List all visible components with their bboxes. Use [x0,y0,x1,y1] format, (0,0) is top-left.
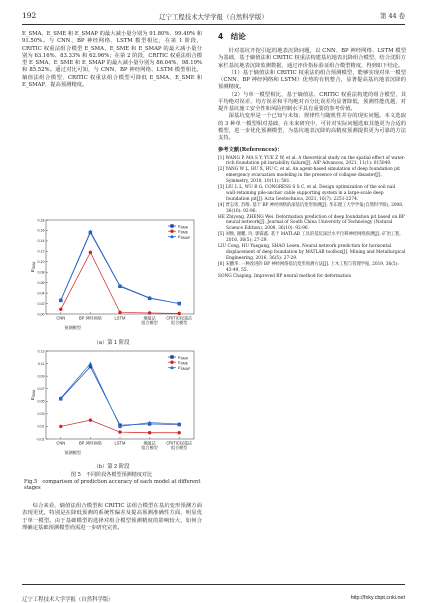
series-line [61,231,179,303]
data-point [170,230,173,233]
y-tick-label: 0.14 [37,239,45,244]
y-tick-label: 0.18 [37,218,45,223]
data-point [89,418,92,421]
footer-rule [22,584,405,585]
chart-stage-2 [20,347,203,462]
y-tick-label: 0.11 [37,361,45,366]
data-point [59,425,62,428]
y-tick-label: 0.12 [37,249,45,254]
data-point [170,361,173,364]
plot-frame [46,220,194,314]
y-tick-label: 0.03 [37,412,45,417]
data-point [118,311,121,314]
x-tick-label: CNN [56,315,66,321]
legend-label: $E_{SME}$ [178,228,189,235]
x-tick-label: 组合模型 [141,320,158,326]
data-point [170,355,173,358]
figure-5b [20,347,203,470]
x-tick-label: 熵值法 [143,315,156,321]
y-tick-label: 0.13 [37,349,45,354]
body-paragraph: （2）与单一模型相比，基于熵值法、CRITIC 权重法构建的组合模型，其平均绝对误差、均方误差和平均绝对百分比误差均显著降低，预测性能优越，对提升基坑施工安全性和风险控制水平具有重要的参考价值。 [218,91,406,112]
x-tick-label: 熵值法 [143,440,156,446]
legend-label: $E_{SMA}$ [178,354,189,361]
y-tick-label: 0.09 [37,374,45,379]
left-column-top [22,31,202,89]
x-tick-label: CNN [56,440,66,446]
left-column-bottom [22,503,202,532]
body-paragraph: （1）基于熵值法和 CRITIC 权重法的组合预测模型，能够实现对单一模型（CNN、BP 神经网络和 LSTM）优势的有机整合，显著提高基坑地表沉降的预测精度。 [218,69,406,91]
x-tick-label: 组合模型 [171,320,188,326]
footer-journal: 辽宁工程技术大学学报（自然科学版） [22,597,114,603]
section-title: 4 结论 [218,32,246,41]
references-title: 参考文献(References)： [218,147,283,154]
x-tick-label: BP 神经网络 [78,315,102,321]
subcaption-b: （b）第 2 阶段 [93,464,130,470]
caption-en: Fig.5 comparison of prediction accuracy of each model at different stages [24,478,201,492]
x-tick-label: 组合模型 [141,445,158,451]
subcaption-a: （a）第 1 阶段 [93,340,130,346]
x-tick-label: LSTM [114,315,126,321]
y-tick-label: 0.07 [37,387,45,392]
data-point [89,362,93,366]
series-line [61,364,179,427]
caption-zh: 图 5 不同阶段各模型预测精度对比 [70,472,153,478]
y-tick-label: -0.01 [36,437,45,442]
reference-item: [2] YANG W L, HU X, HU C, et al. An agent-based simulation of deep foundation pit emergency evacuation modeling in the presence of collapse disaster[J]. Symmetry, 2018, 10(11): 581. [218,167,400,185]
x-tick-label: CRITIC权重法 [166,315,193,321]
y-tick-label: 0.01 [37,424,45,429]
y-tick-label: 0.00 [37,312,45,317]
y-tick-label: 0.05 [37,399,45,404]
legend-label: $E_{SME}$ [178,359,189,366]
chart-stage-1 [20,216,203,338]
x-tick-label: 组合模型 [171,445,188,451]
data-point [148,311,151,314]
right-column [218,28,406,280]
reference-item: [1] WANG P, MA S Y, YUE Z W, et al. A theoretical study on the spatial effect of water-rich foundation pit instability failure[J]. AIP Advances, 2021, 11(1): 015049. [218,155,406,167]
x-tick-label: CRITIC权重法 [166,440,193,446]
figure-5a [20,216,203,346]
reference-item: [4] 贾志勇, 苏维. 基于 BP 神经网络的深基坑变形预测[J]. 华东理工大学学报(自然科学版), 2008, 36(10): 92-96. [218,202,404,214]
legend-label: $E_{SMA}$ [178,223,189,230]
reference-list [218,156,406,280]
y-tick-label: 0.06 [37,280,45,285]
data-point [178,312,181,315]
reference-item: HE Zhiyong, ZHENG Wei. Deformation prediction of deep foundation pit based on BP neural network[J]. Journal of South China University of Technology (Natural Science Edition), 2008, 36(10): 92-96. [218,214,405,232]
body-paragraph: 深基坑变形是一个已知与未知、规律性与随机性并存的现实问题。本文选取的 3 种单一模型相对基础，在未来研究中，可针对实际问题选取其他更为合适的模型，进一步优化预测模型，为基坑地表沉降的高精度预测提供更为可靠的方法支持。 [218,113,406,141]
y-tick-label: 0.08 [37,270,45,275]
page-number: 192 [22,11,37,20]
series-line [61,252,179,313]
data-point [59,308,62,311]
reference-item: SONG Chaping. Improved BP neural method for deformation [218,273,352,279]
data-point [170,224,173,227]
series-line [61,233,179,304]
legend-label: $E_{SMAP}$ [178,233,191,240]
figure-caption [20,472,203,492]
data-point [118,430,121,433]
x-tick-label: LSTM [114,440,126,446]
footer-url: http://fxky.cbpt.cnki.net [350,595,405,601]
y-tick-label: 0.02 [37,301,45,306]
reference-item: [5] 刘焕, 谢鹏, 玲, 郭霖鑫. 基于 MATLAB 工具的基坑深层水平位移神经网络预测[J]. 矿冶工程, 2016, 36(5): 27-29. [218,232,401,244]
volume-label: 第 44 卷 [380,12,405,20]
reference-item: LIU Cong, HU Yuegang, SHAO Lesen. Neural network prediction for horizontal displacement of deep foundation by MATLAB toolbox[J]. Mining and Metallurgical Engineering, 2016, 36(5): 27-29. [218,244,406,261]
journal-title: 辽宁工程技术大学学报（自然科学版） [159,13,268,21]
x-axis-title: 预测模型 [64,450,82,455]
body-paragraph: 针对基坑开挖引起的地表沉降问题，以 CNN、BP 神经网络、LSTM 模型为基础，基于熵值法和 CRITIC 权重法构建基坑地表沉降组合模型，结合沈阳方家栏基坑地表沉降监测数据，通过评价指标验证组合模型精度，得到如下结论。 [218,48,406,69]
body-paragraph: E_SMA、E_SME 和 E_SMAP 的最大减小量分别为 91.80%、99.40% 和 91.50%。与 CNN、BP 神经网络、LSTM 模型相比，在第 1 阶段，CRITIC 权重法组合模型 E_SMA、E_SME 和 E_SMAP 的最大减小量分别为 63.16%、83.33% 和 62.96%；在第 2 阶段，CRITIC 权重法组合模型 E_SMA、E_SME 和 E_SMAP 的最大减小量分别为 86.04%、98.19% 和 85.52%。通过对比可知，与 CNN、BP 神经网络、LSTM 模型相比，熵值法组合模型、CRITIC 权重法组合模型可降低 E_SMA、E_SME 和 E_SMAP，提高预测精度。 [22,31,202,88]
running-header [22,10,405,22]
x-axis-title: 预测模型 [64,325,82,330]
header-rule [22,24,405,25]
data-point [89,251,92,254]
y-tick-label: 0.16 [37,228,45,233]
legend-label: $E_{SMAP}$ [178,364,191,371]
y-tick-label: 0.10 [37,260,45,265]
y-axis-title: $E_{SMA}$ [30,389,36,401]
body-paragraph: 综合来看，熵值法组合模型和 CRITIC 法组合模型在基坑变形预测方面表现更优，特别是在降低预测的系统性偏差及提高预测准确性方面，明显优于单一模型。由于基础模型的选择对组合模型预测精度的影响较大，如何合理确定基础预测模型尚需进一步研究完善。 [22,503,202,531]
data-point [178,431,181,434]
y-tick-label: 0.04 [37,291,45,296]
reference-item: [3] LIU L L, WU R G, CONGRESS S S C, et al. Design optimization of the soil nail wall-retaining pile-anchor cable supporting system in a large-scale deep foundation pit[J]. Acta Geotechnica, 2021, 16(7): 2251-2274. [218,185,396,202]
x-tick-label: BP 神经网络 [78,440,102,446]
data-point [148,431,151,434]
y-axis-title: $E_{SMA}$ [30,261,36,273]
series-line [61,367,179,425]
reference-item: [6] 宋鹏华. 一种改进的 BP 神经网络基坑变形预测方法[J]. 土木工程与管理学报, 2019, 36(5): 43-49, 55. [218,261,399,273]
